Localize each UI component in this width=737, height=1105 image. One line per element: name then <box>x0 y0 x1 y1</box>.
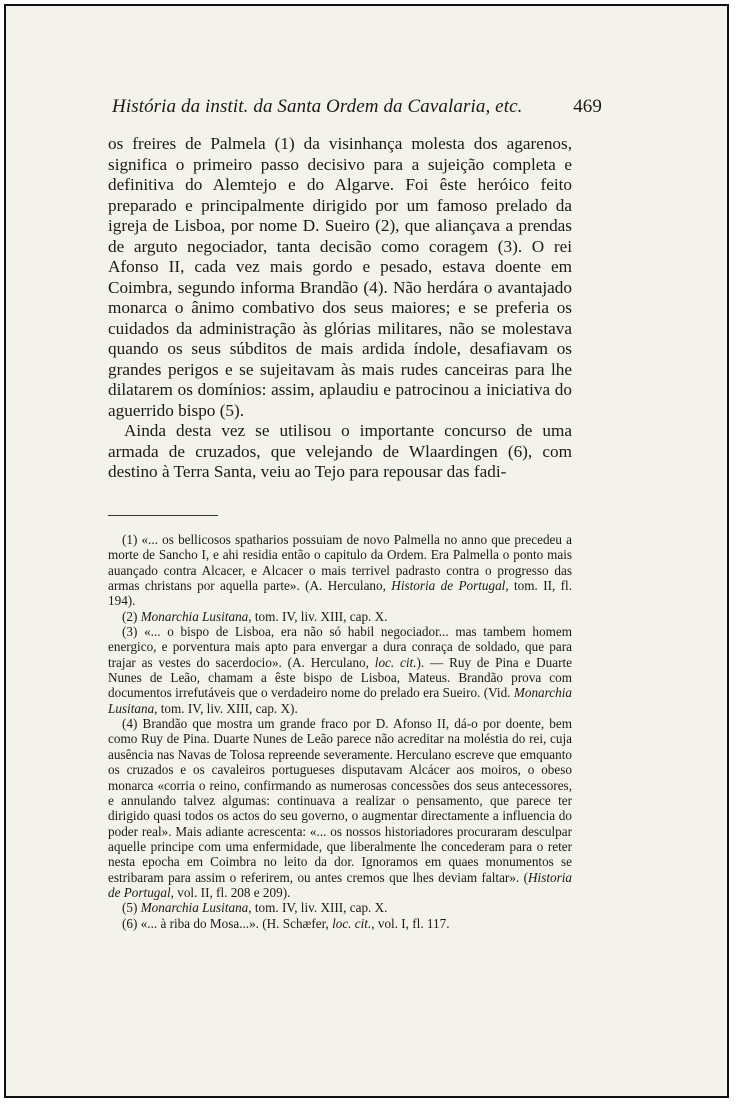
paragraph-2: Ainda desta vez se utilisou o importante concurso de uma armada de cruzados, que velejando de Wlaardingen (6), com destino à Terra Santa, veiu ao Tejo para repousar das fadi- <box>108 421 572 481</box>
footnote-text: (1) «... os bellicosos spatharios possuiam de novo Palmella no anno que precedeu a morte de Sancho I, e ahi residia então o capitulo da Ordem. Era Palmella o ponto mais auançado contra Alcacer, e Alcacer o mais terrivel padrasto contra o progresso das armas christans por aquella parte». (A. Herculano, <box>108 532 572 594</box>
footnote-text: (5) <box>122 900 141 916</box>
footnote-text: (3) «... o bispo de Lisboa, era não só habil negociador... mas tambem homem energico, e porventura mais apto para envergar a dura conraça de soldado, que para trajar as vestes do sacerdocio». (A. Herculano, <box>108 624 572 670</box>
page-number: 469 <box>573 96 602 117</box>
footnote-text: ). — Ruy de Pina e Duarte Nunes de Leão, chamam a êste bispo de Lisboa, Mateus. Brandão prova com documentos irrefutáveis que o verdadeiro nome do prelado era Sueiro. (Vid. <box>108 654 573 701</box>
footnote-citation-title: Historia de Portugal <box>391 578 506 594</box>
footnote-4 <box>108 716 572 900</box>
footnote-text: (6) «... à riba do Mosa...». (H. Schæfer, <box>122 915 333 931</box>
main-text <box>108 134 572 483</box>
footnote-text: , tom. II, fl. 194). <box>108 578 572 609</box>
footnote-6 <box>108 916 572 931</box>
footnote-2 <box>108 609 572 624</box>
paragraph-1: os freires de Palmela (1) da visinhança molesta dos agarenos, significa o primeiro passo decisivo para a sujeição completa e definitiva do Alemtejo e do Algarve. Foi êste heróico feito preparado e principalmente dirigido por um famoso prelado da igreja de Lisboa, por nome D. Sueiro (2), que aliançava a prendas de arguto negociador, tanta decisão como coragem (3). O rei Afonso II, cada vez mais gordo e pesado, estava doente em Coimbra, segundo informa Brandão (4). Não herdára o avantajado monarca o ânimo combativo dos seus maiores; e se preferia os cuidados da administração às glórias militares, não se molestava quando os seus súbditos de mais ardida índole, desafiavam os grandes perigos e se sujeitavam às mais rudes canceiras para lhe dilatarem os domínios: assim, aplaudiu e patrocinou a iniciativa do aguerrido bispo (5). <box>108 134 572 420</box>
footnote-text: , vol. I, fl. 117. <box>371 915 450 931</box>
footnotes <box>108 532 572 931</box>
footnote-3 <box>108 624 572 716</box>
footnote-text: , vol. II, fl. 208 e 209). <box>170 884 291 900</box>
footnote-1 <box>108 532 572 609</box>
footnote-text: , tom. IV, liv. XIII, cap. X. <box>248 900 388 916</box>
footnote-citation-title: loc. cit. <box>374 654 417 670</box>
footnote-text: , tom. IV, liv. XIII, cap. X. <box>248 608 388 624</box>
footnote-citation-title: Monarchia Lusitana <box>140 900 249 916</box>
footnote-text: (4) Brandão que mostra um grande fraco por D. Afonso II, dá-o por doente, bem como Ruy de Pina. Duarte Nunes de Leão parece não acreditar na moléstia do rei, cuja ausência nas Navas de Tolosa repreende severamente. Herculano escreve que emquanto os cruzados e os cavaleiros portugueses disputavam Alcácer aos moiros, o obeso monarca «corria o reino, confirmando as numerosas concessões dos seus antecessores, e annulando talvez algumas: continuava a realizar o pensamento, que parece ter dirigido quasi todos os actos do seu governo, o augmentar directamente a influencia do poder real». Mais adiante acrescenta: «... os nossos historiadores procuraram desculpar aquelle principe com uma enfermidade, que liberalmente lhe concederam para o reter nesta epocha em Coimbra no leito da dor. Ignoramos em quaes monumentos se estribaram para assim o referirem, ou antes cremos que lhes deviam faltar». ( <box>108 716 572 885</box>
footnote-text: (2) <box>122 608 141 624</box>
running-header <box>112 96 602 126</box>
footnote-separator <box>108 515 218 516</box>
footnote-citation-title: loc. cit. <box>332 915 372 931</box>
footnote-text: , tom. IV, liv. XIII, cap. X). <box>154 700 298 716</box>
footnote-citation-title: Monarchia Lusitana <box>140 608 249 624</box>
footnote-citation-title: Monarchia Lusitana <box>108 685 572 716</box>
footnote-5 <box>108 900 572 915</box>
footnote-citation-title: Historia de Portugal <box>108 869 572 900</box>
running-title: História da instit. da Santa Ordem da Cavalaria, etc. <box>112 96 523 117</box>
